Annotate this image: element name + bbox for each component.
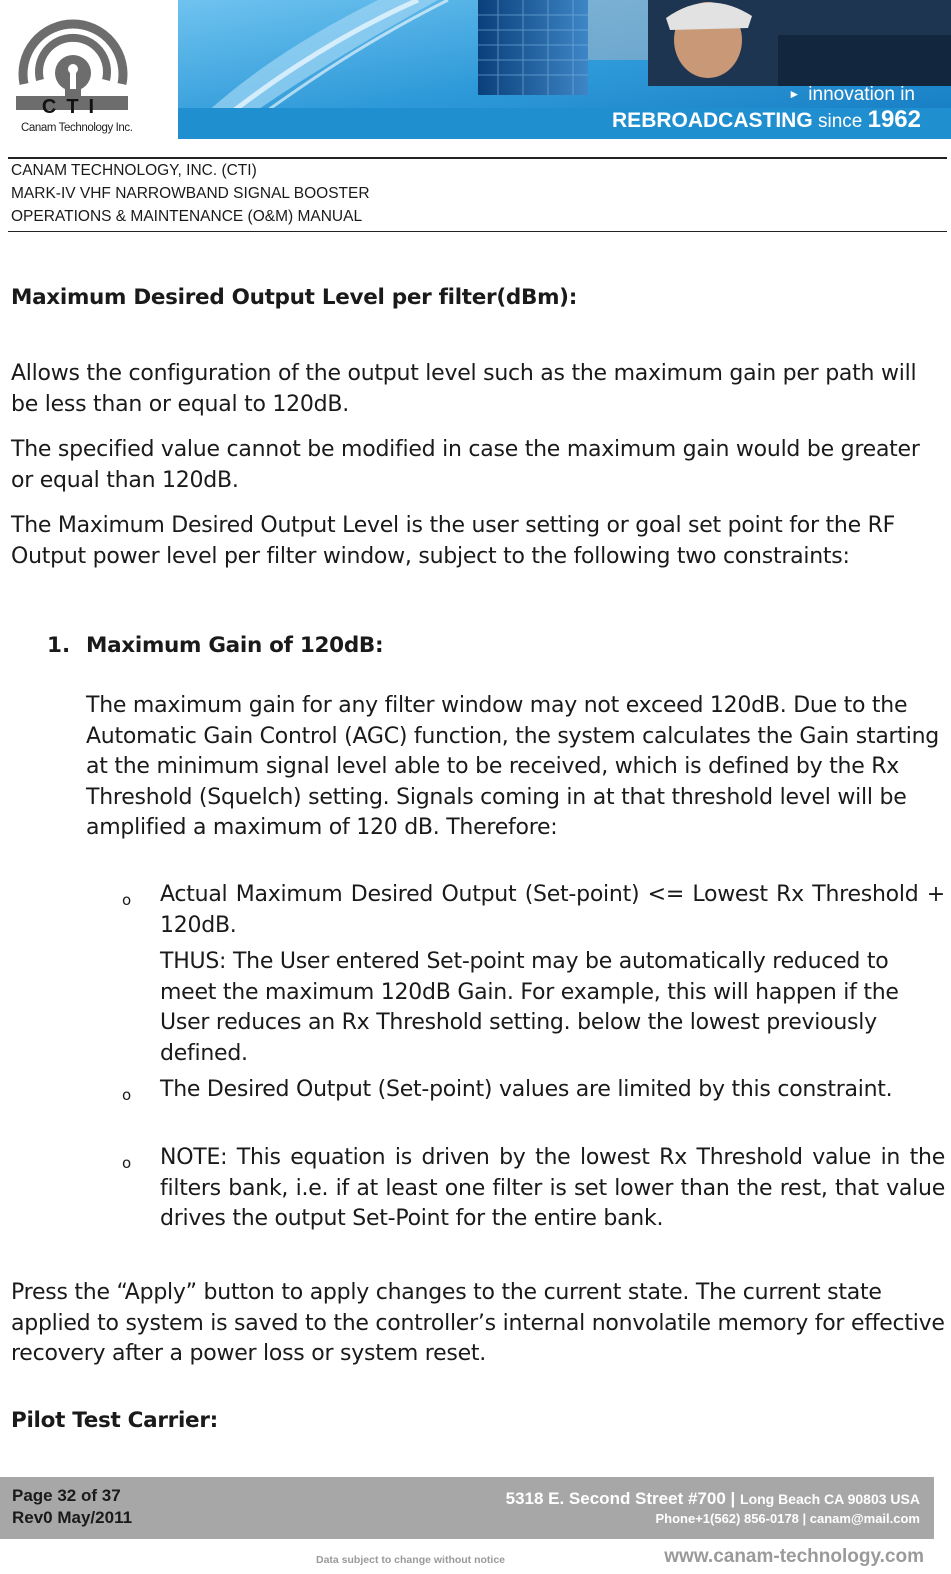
footer-address: 5318 E. Second Street #700 | Long Beach CA 90803 USA	[505, 1489, 920, 1508]
play-arrow-icon: ►	[788, 87, 801, 101]
page-number: Page 32 of 37	[12, 1486, 121, 1505]
header-banner	[0, 0, 951, 148]
footer-disclaimer: Data subject to change without notice	[316, 1554, 506, 1566]
paragraph-value-limit: The specified value cannot be modified in case the maximum gain would be greater or equal than 120dB.	[11, 437, 920, 493]
product-name: MARK-IV VHF NARROWBAND SIGNAL BOOSTER	[11, 185, 370, 202]
list-number: 1.	[47, 633, 71, 658]
bullet-marker: o	[122, 1154, 132, 1172]
list-item-description: The maximum gain for any filter window may not exceed 120dB. Due to the Automatic Gain Control (AGC) function, the system calculates the Gain starting at the minimum signal level able to be received, which is defined by the Rx Threshold (Squelch) setting. Signals coming in at that threshold level will be amplified a maximum of 120 dB. Therefore:	[86, 693, 940, 840]
bullet-item-limited: The Desired Output (Set-point) values are limited by this constraint.	[160, 1077, 893, 1102]
banner-tagline-line2: REBROADCASTING since 1962	[612, 106, 921, 133]
bullet-marker: o	[122, 1086, 132, 1104]
bullet-item-note: THUS: The User entered Set-point may be automatically reduced to meet the maximum 120dB Gain. For example, this will happen if the User reduces an Rx Threshold setting. below the lowest previously defined.	[160, 949, 899, 1066]
cti-wordmark	[18, 96, 128, 116]
bullet-item-equation: Actual Maximum Desired Output (Set-point) <= Lowest Rx Threshold + 120dB.	[160, 882, 945, 938]
paragraph-set-point: The Maximum Desired Output Level is the user setting or goal set point for the RF Output power level per filter window, subject to the following two constraints:	[11, 513, 896, 569]
footer-phone: Phone+1(562) 856-0178 | canam@mail.com	[655, 1511, 920, 1526]
paragraph-apply: Press the “Apply” button to apply changes to the current state. The current state applied to system is saved to the controller’s internal nonvolatile memory for effective recovery after a power loss or system reset.	[11, 1280, 945, 1366]
manual-title: OPERATIONS & MAINTENANCE (O&M) MANUAL	[11, 208, 363, 225]
revision: Rev0 May/2011	[12, 1508, 133, 1527]
bullet-marker: o	[122, 891, 132, 909]
section-title-pilot-carrier: Pilot Test Carrier:	[11, 1408, 218, 1433]
header-divider-top	[8, 157, 947, 159]
list-item-title: Maximum Gain of 120dB:	[86, 633, 384, 658]
paragraph-allows-config: Allows the configuration of the output level such as the maximum gain per path will be less than or equal to 120dB.	[11, 361, 917, 417]
footer-bar	[0, 1477, 934, 1539]
svg-text:CTI: CTI	[41, 96, 105, 116]
logo-subtext: Canam Technology Inc.	[21, 122, 133, 134]
company-name: CANAM TECHNOLOGY, INC. (CTI)	[11, 162, 257, 179]
section-title-max-output: Maximum Desired Output Level per filter(dBm):	[11, 285, 577, 310]
footer-website: www.canam-technology.com	[664, 1546, 924, 1567]
header-divider-bottom	[8, 231, 947, 232]
banner-tagline-line1: ► innovation in	[788, 84, 915, 105]
bullet-item-lowest-threshold: NOTE: This equation is driven by the lowest Rx Threshold value in the filters bank, i.e. if at least one filter is set lower than the rest, that value drives the output Set-Point for the entire bank.	[160, 1145, 945, 1231]
